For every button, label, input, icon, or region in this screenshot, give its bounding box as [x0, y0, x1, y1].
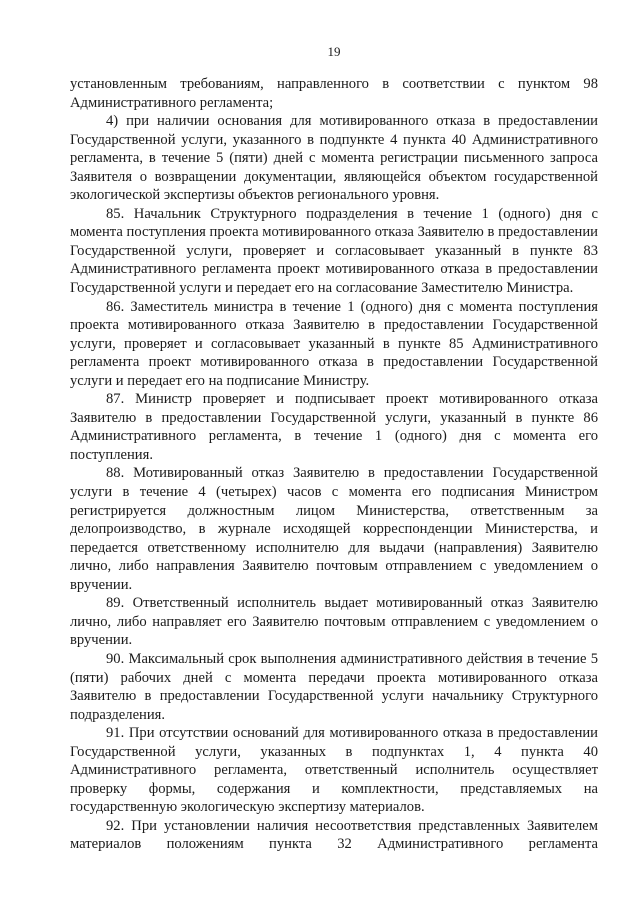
paragraph-90: 90. Максимальный срок выполнения административного действия в течение 5 (пяти) рабочих дней с момента передачи проекта мотивированного отказа Заявителю в предоставлении Государственной услуги начальнику Структурного подразделения. [70, 650, 598, 723]
document-page [70, 0, 598, 905]
paragraph-subitem-4: 4) при наличии основания для мотивированного отказа в предоставлении Государственной услуги, указанного в подпункте 4 пункта 40 Административного регламента, в течение 5 (пяти) дней с момента регистрации письменного запроса Заявителя о возвращении документации, являющейся объектом государственной экологической экспертизы объектов регионального уровня. [70, 113, 598, 204]
paragraph-continuation: установленным требованиям, направленного в соответствии с пунктом 98 Административного регламента; [70, 76, 598, 111]
page-number: 19 [327, 44, 341, 59]
document-body [70, 75, 598, 854]
paragraph-89: 89. Ответственный исполнитель выдает мотивированный отказ Заявителю лично, либо направляет его Заявителю почтовым отправлением с уведомлением о вручении. [70, 595, 598, 649]
paragraph-92: 92. При установлении наличия несоответствия представленных Заявителем материалов положениям пункта 32 Административного регламента [70, 817, 598, 853]
paragraph-85: 85. Начальник Структурного подразделения в течение 1 (одного) дня с момента поступления проекта мотивированного отказа Заявителю в предоставлении Государственной услуги, проверяет и согласовывает указанный в пункте 83 Административного регламента проект мотивированного отказа в предоставлении Государственной услуги и передает его на согласование Заместителю Министра. [70, 205, 598, 297]
paragraph-91: 91. При отсутствии оснований для мотивированного отказа в предоставлении Государственной услуги, указанных в подпунктах 1, 4 пункта 40 Административного регламента, ответственный исполнитель осуществляет проверку формы, содержания и комплектности, представляемых на государственную экологическую экспертизу материалов. [70, 725, 598, 816]
paragraph-86: 86. Заместитель министра в течение 1 (одного) дня с момента поступления проекта мотивированного отказа Заявителю в предоставлении Государственной услуги, проверяет и согласовывает указанный в пункте 85 Административного регламента проект мотивированного отказа в предоставлении Государственной услуги и передает его на подписание Министру. [70, 298, 598, 389]
paragraph-88: 88. Мотивированный отказ Заявителю в предоставлении Государственной услуги в течение 4 (четырех) часов с момента его подписания Министром регистрируется должностным лицом Министерства, ответственным за делопроизводство, в журнале исходящей корреспонденции Министерства, и передается ответственному исполнителю для выдачи (направления) Заявителю лично, либо направления Заявителю почтовым отправлением с уведомлением о вручении. [70, 465, 598, 593]
paragraph-87: 87. Министр проверяет и подписывает проект мотивированного отказа Заявителю в предоставлении Государственной услуги, указанный в пункте 86 Административного регламента, в течение 1 (одного) дня с момента его поступления. [70, 391, 598, 463]
